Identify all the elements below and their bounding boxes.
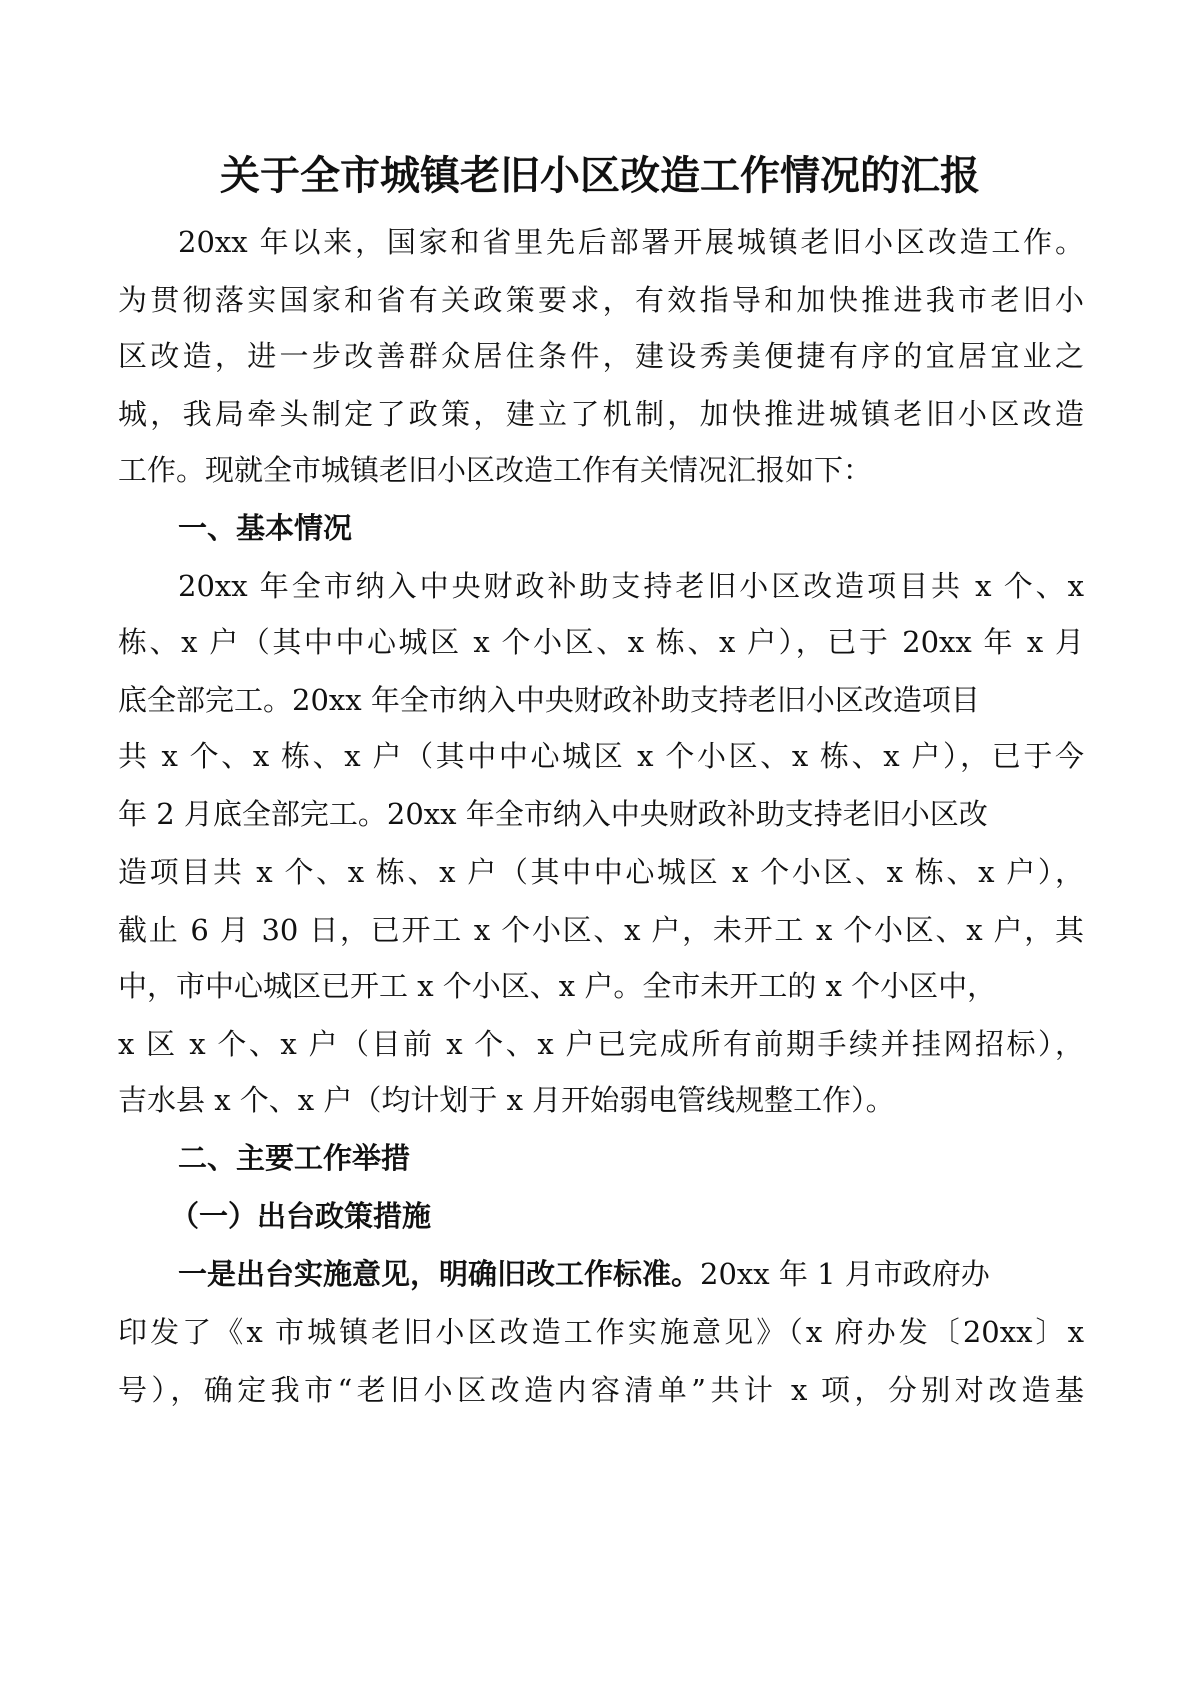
para3-line-2: 印发了《x 市城镇老旧小区改造工作实施意见》（x 府办发〔20xx〕x [118,1315,1084,1349]
section1-line-4: 共 x 个、x 栋、x 户（其中中心城区 x 个小区、x 栋、x 户），已于今 [118,739,1084,773]
section1-line-9: x 区 x 个、x 户（目前 x 个、x 户已完成所有前期手续并挂网招标）， [118,1027,1084,1061]
para3-bold-lead: 一是出台实施意见，明确旧改工作标准。 [178,1257,701,1291]
section1-line-7: 截止 6 月 30 日，已开工 x 个小区、x 户，未开工 x 个小区、x 户，其 [118,913,1084,947]
section1-line-10: 吉水县 x 个、x 户（均计划于 x 月开始弱电管线规整工作）。 [118,1083,895,1117]
section-heading-basic-situation: 一、基本情况 [178,511,353,545]
section-heading-main-measures: 二、主要工作举措 [178,1141,411,1175]
section1-line-3: 底全部完工。20xx 年全市纳入中央财政补助支持老旧小区改造项目 [118,683,980,717]
intro-line-1: 20xx 年以来，国家和省里先后部署开展城镇老旧小区改造工作。 [178,225,1084,259]
intro-line-4: 城，我局牵头制定了政策，建立了机制，加快推进城镇老旧小区改造 [118,397,1084,431]
intro-line-5: 工作。现就全市城镇老旧小区改造工作有关情况汇报如下： [118,453,873,487]
section1-line-5: 年 2 月底全部完工。20xx 年全市纳入中央财政补助支持老旧小区改 [118,797,988,831]
para3-line-1 [178,1254,1084,1294]
section1-line-2: 栋、x 户（其中中心城区 x 个小区、x 栋、x 户），已于 20xx 年 x 月 [118,625,1084,659]
document-title: 关于全市城镇老旧小区改造工作情况的汇报 [220,153,980,199]
section1-line-1: 20xx 年全市纳入中央财政补助支持老旧小区改造项目共 x 个、x [178,569,1084,603]
para3-line-3: 号），确定我市“老旧小区改造内容清单”共计 x 项，分别对改造基 [118,1373,1084,1407]
section1-line-8: 中，市中心城区已开工 x 个小区、x 户。全市未开工的 x 个小区中， [118,969,997,1003]
intro-line-2: 为贯彻落实国家和省有关政策要求，有效指导和加快推进我市老旧小 [118,283,1084,317]
intro-line-3: 区改造，进一步改善群众居住条件，建设秀美便捷有序的宜居宜业之 [118,339,1084,373]
section1-line-6: 造项目共 x 个、x 栋、x 户（其中中心城区 x 个小区、x 栋、x 户）， [118,855,1084,889]
subsection-heading-policy: （一）出台政策措施 [170,1199,432,1233]
para3-line-1-rest: 20xx 年 1 月市政府办 [700,1257,990,1291]
